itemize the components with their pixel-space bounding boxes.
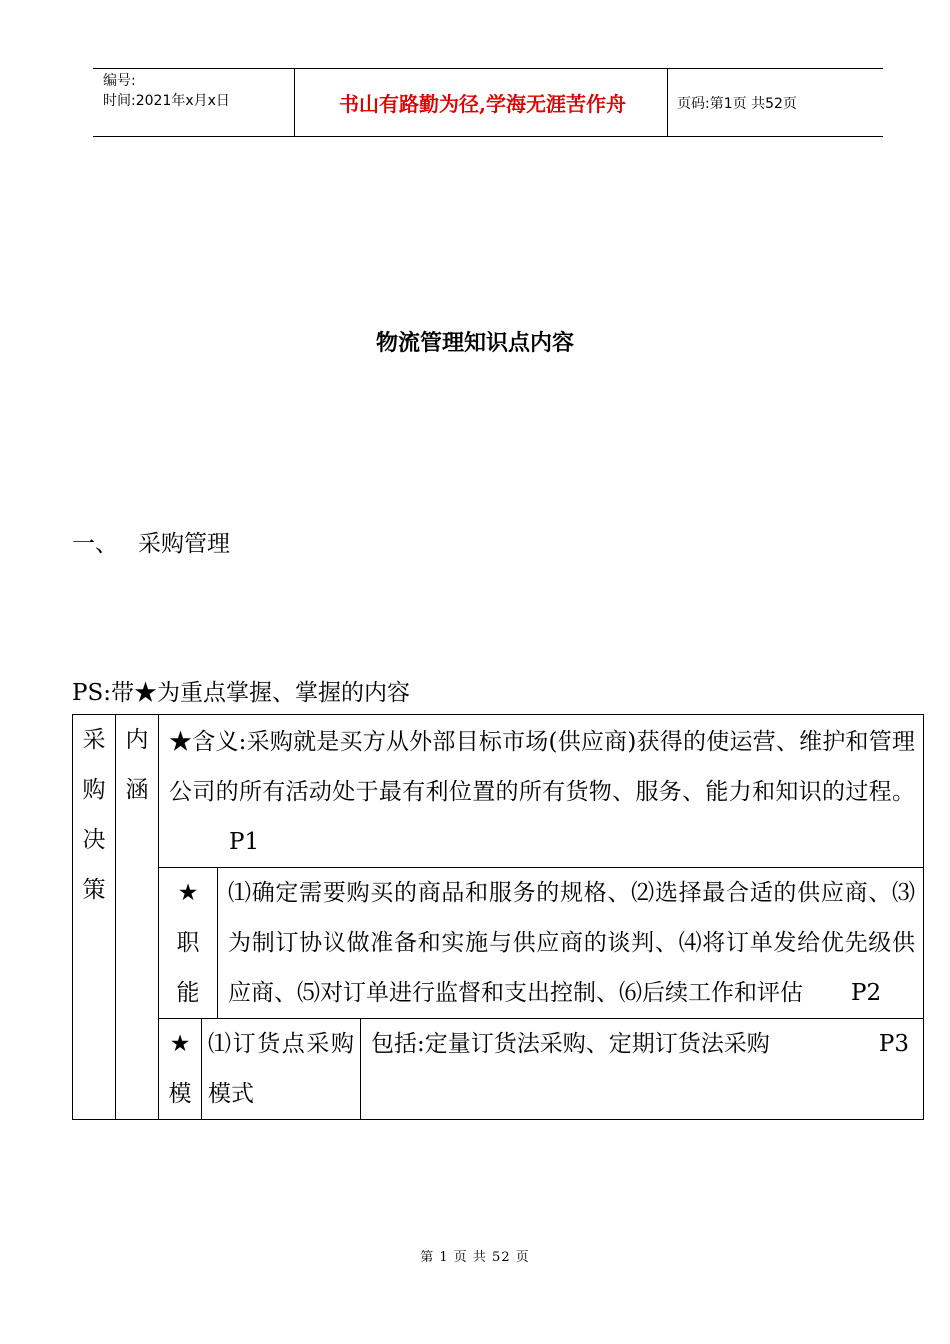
section-number: 一、 xyxy=(72,531,118,557)
function-label-char: 职 xyxy=(176,930,200,956)
mode-label-char: ★ xyxy=(169,1031,191,1057)
function-label-char: 能 xyxy=(176,980,200,1006)
header-motto: 书山有路勤为径,学海无涯苦作舟 xyxy=(339,92,626,116)
functions-cell xyxy=(218,868,924,1019)
functions-text: ⑴确定需要购买的商品和服务的规格、⑵选择最合适的供应商、⑶为制订协议做准备和实施与供应商的谈判、⑷将订单发给优先级供应商、⑸对订单进行监督和支出控制、⑹后续工作和评估 xyxy=(228,880,915,1006)
subcategory-char: 内 xyxy=(125,727,149,753)
functions-ref: P2 xyxy=(851,980,882,1006)
table-row xyxy=(73,715,924,868)
table-row xyxy=(73,1019,924,1120)
mode-desc-block xyxy=(361,1019,923,1069)
header-meta xyxy=(103,71,230,111)
header-page-info: 页码:第1页 共52页 xyxy=(677,95,797,112)
category-char: 购 xyxy=(82,777,106,803)
definition-block xyxy=(159,715,923,867)
mode-name: ⑴订货点采购模式 xyxy=(208,1031,354,1107)
document-title: 物流管理知识点内容 xyxy=(375,330,574,356)
category-char: 决 xyxy=(82,827,106,853)
content-table xyxy=(72,714,924,1120)
mode-ref: P3 xyxy=(878,1031,909,1057)
table-row xyxy=(73,868,924,1019)
function-label-cell xyxy=(159,868,218,1019)
category-cell xyxy=(73,715,116,1120)
definition-cell xyxy=(159,715,924,868)
header-number: 编号: xyxy=(103,73,136,89)
mode-label-char: 模 xyxy=(168,1081,192,1107)
mode-label-cell xyxy=(159,1019,202,1120)
mode-desc-cell xyxy=(361,1019,924,1120)
mode-desc: 包括:定量订货法采购、定期订货法采购 xyxy=(371,1031,770,1057)
page-footer: 第 1 页 共 52 页 xyxy=(420,1250,530,1265)
subcategory-char: 涵 xyxy=(125,777,149,803)
section-title: 采购管理 xyxy=(138,531,230,557)
header-time: 时间:2021年x月x日 xyxy=(103,93,230,109)
subcategory-cell xyxy=(116,715,159,1120)
function-label-char: ★ xyxy=(177,880,199,906)
functions-block xyxy=(218,868,923,1018)
page-header xyxy=(93,68,883,137)
definition-text: ★含义:采购就是买方从外部目标市场(供应商)获得的使运营、维护和管理公司的所有活动处于最有利位置的所有货物、服务、能力和知识的过程。 xyxy=(169,729,915,805)
mode-name-cell xyxy=(202,1019,361,1120)
note-text: PS:带★为重点掌握、掌握的内容 xyxy=(72,680,410,706)
category-char: 策 xyxy=(82,877,106,903)
header-divider xyxy=(294,69,295,136)
definition-ref: P1 xyxy=(229,829,260,855)
section-heading xyxy=(72,525,230,558)
category-char: 采 xyxy=(82,727,106,753)
